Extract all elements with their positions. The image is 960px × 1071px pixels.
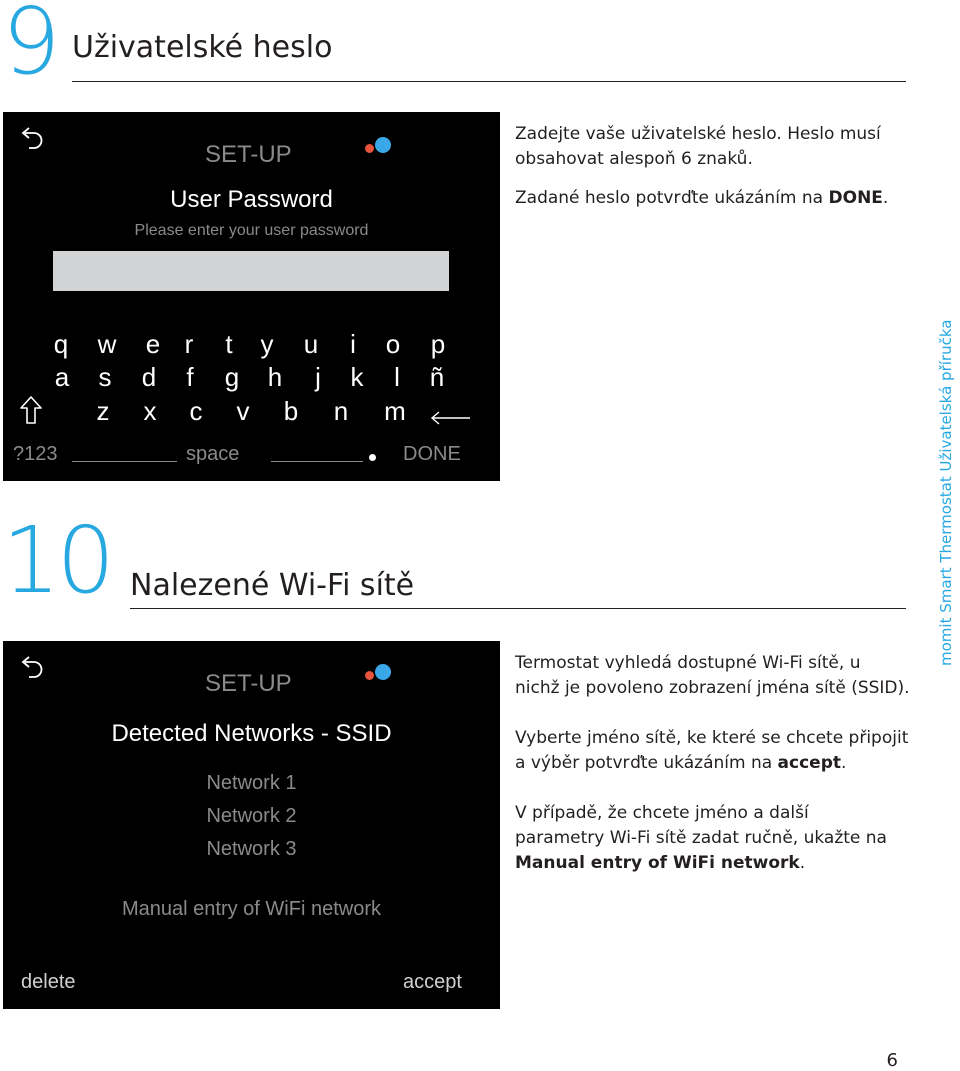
key[interactable]: z: [96, 396, 110, 426]
step-number-10: 10: [2, 507, 112, 614]
description-paragraph: [515, 726, 910, 776]
key[interactable]: u: [303, 329, 319, 359]
key[interactable]: w: [97, 329, 117, 359]
accept-button[interactable]: accept: [403, 971, 462, 993]
undo-arrow-icon[interactable]: [19, 127, 45, 151]
key[interactable]: s: [98, 362, 112, 392]
section-title-user-password: Uživatelské heslo: [72, 30, 333, 65]
key[interactable]: j: [315, 362, 321, 392]
space-key[interactable]: space: [186, 443, 240, 465]
key[interactable]: h: [267, 362, 283, 392]
space-bar-line-right: [271, 461, 363, 462]
key[interactable]: g: [224, 362, 240, 392]
keyboard-row-2: [46, 362, 466, 394]
key[interactable]: ñ: [429, 362, 445, 392]
text-span: .: [799, 853, 806, 873]
key[interactable]: m: [384, 396, 406, 426]
setup-header: SET-UP: [205, 670, 292, 697]
device-screen-user-password: [3, 112, 500, 481]
numbers-key[interactable]: ?123: [13, 443, 58, 465]
key[interactable]: a: [54, 362, 70, 392]
password-input[interactable]: [53, 251, 449, 291]
bold-text: DONE: [828, 188, 883, 208]
delete-button[interactable]: delete: [21, 971, 76, 993]
text-span: .: [882, 188, 889, 208]
manual-entry-option[interactable]: Manual entry of WiFi network: [122, 898, 381, 920]
key[interactable]: n: [333, 396, 349, 426]
key[interactable]: k: [350, 362, 364, 392]
description-paragraph: [515, 186, 900, 211]
backspace-arrow-icon[interactable]: [429, 410, 471, 426]
status-dots-icon: [365, 136, 395, 156]
section-divider: [72, 81, 906, 82]
key[interactable]: r: [184, 329, 194, 359]
screen-title: Detected Networks - SSID: [111, 720, 392, 747]
keyboard-row-3: [46, 396, 466, 428]
key[interactable]: e: [145, 329, 161, 359]
setup-header: SET-UP: [205, 141, 292, 168]
description-paragraph: Termostat vyhledá dostupné Wi-Fi sítě, u nichž je povoleno zobrazení jména sítě (SSID).: [515, 653, 910, 698]
text-span: Zadané heslo potvrďte ukázáním na: [515, 188, 829, 208]
step-number-9: 9: [2, 0, 61, 95]
key[interactable]: c: [189, 396, 203, 426]
key[interactable]: d: [141, 362, 157, 392]
shift-arrow-icon[interactable]: [19, 395, 43, 425]
network-item[interactable]: Network 2: [206, 805, 297, 827]
section-title-wifi-networks: Nalezené Wi-Fi sítě: [130, 568, 415, 603]
key[interactable]: f: [186, 362, 194, 392]
section9-description: [515, 122, 900, 211]
key[interactable]: t: [225, 329, 233, 359]
key[interactable]: o: [385, 329, 401, 359]
bold-text: accept: [777, 753, 841, 773]
space-bar-line-left: [72, 461, 177, 462]
keyboard-row-1: [46, 329, 466, 361]
key[interactable]: p: [430, 329, 446, 359]
undo-arrow-icon[interactable]: [19, 656, 45, 680]
status-dots-icon: [365, 663, 395, 683]
key[interactable]: v: [236, 396, 250, 426]
screen-title: User Password: [170, 186, 333, 213]
description-paragraph: Zadejte vaše uživatelské heslo. Heslo musí obsahovat alespoň 6 znaků.: [515, 124, 881, 169]
side-document-label: momit Smart Thermostat Uživatelská příručka: [937, 319, 955, 666]
text-span: Vyberte jméno sítě, ke které se chcete připojit a výběr potvrďte ukázáním na: [515, 728, 909, 773]
network-item[interactable]: Network 3: [206, 838, 297, 860]
section-divider: [130, 608, 906, 609]
page-number: 6: [886, 1050, 898, 1071]
dot-key[interactable]: [369, 454, 376, 461]
device-screen-networks: [3, 641, 500, 1009]
network-item[interactable]: Network 1: [206, 772, 297, 794]
key[interactable]: x: [143, 396, 157, 426]
key[interactable]: q: [53, 329, 69, 359]
text-span: V případě, že chcete jméno a další parametry Wi-Fi sítě zadat ručně, ukažte na: [515, 803, 887, 848]
done-key[interactable]: DONE: [403, 443, 461, 465]
description-paragraph: [515, 801, 900, 876]
text-span: .: [841, 753, 847, 773]
key[interactable]: y: [260, 329, 274, 359]
key[interactable]: l: [394, 362, 400, 392]
key[interactable]: b: [283, 396, 299, 426]
screen-subtitle: Please enter your user password: [134, 222, 369, 239]
bold-text: Manual entry of WiFi network: [515, 853, 800, 873]
section10-description: [515, 651, 910, 876]
key[interactable]: i: [350, 329, 356, 359]
